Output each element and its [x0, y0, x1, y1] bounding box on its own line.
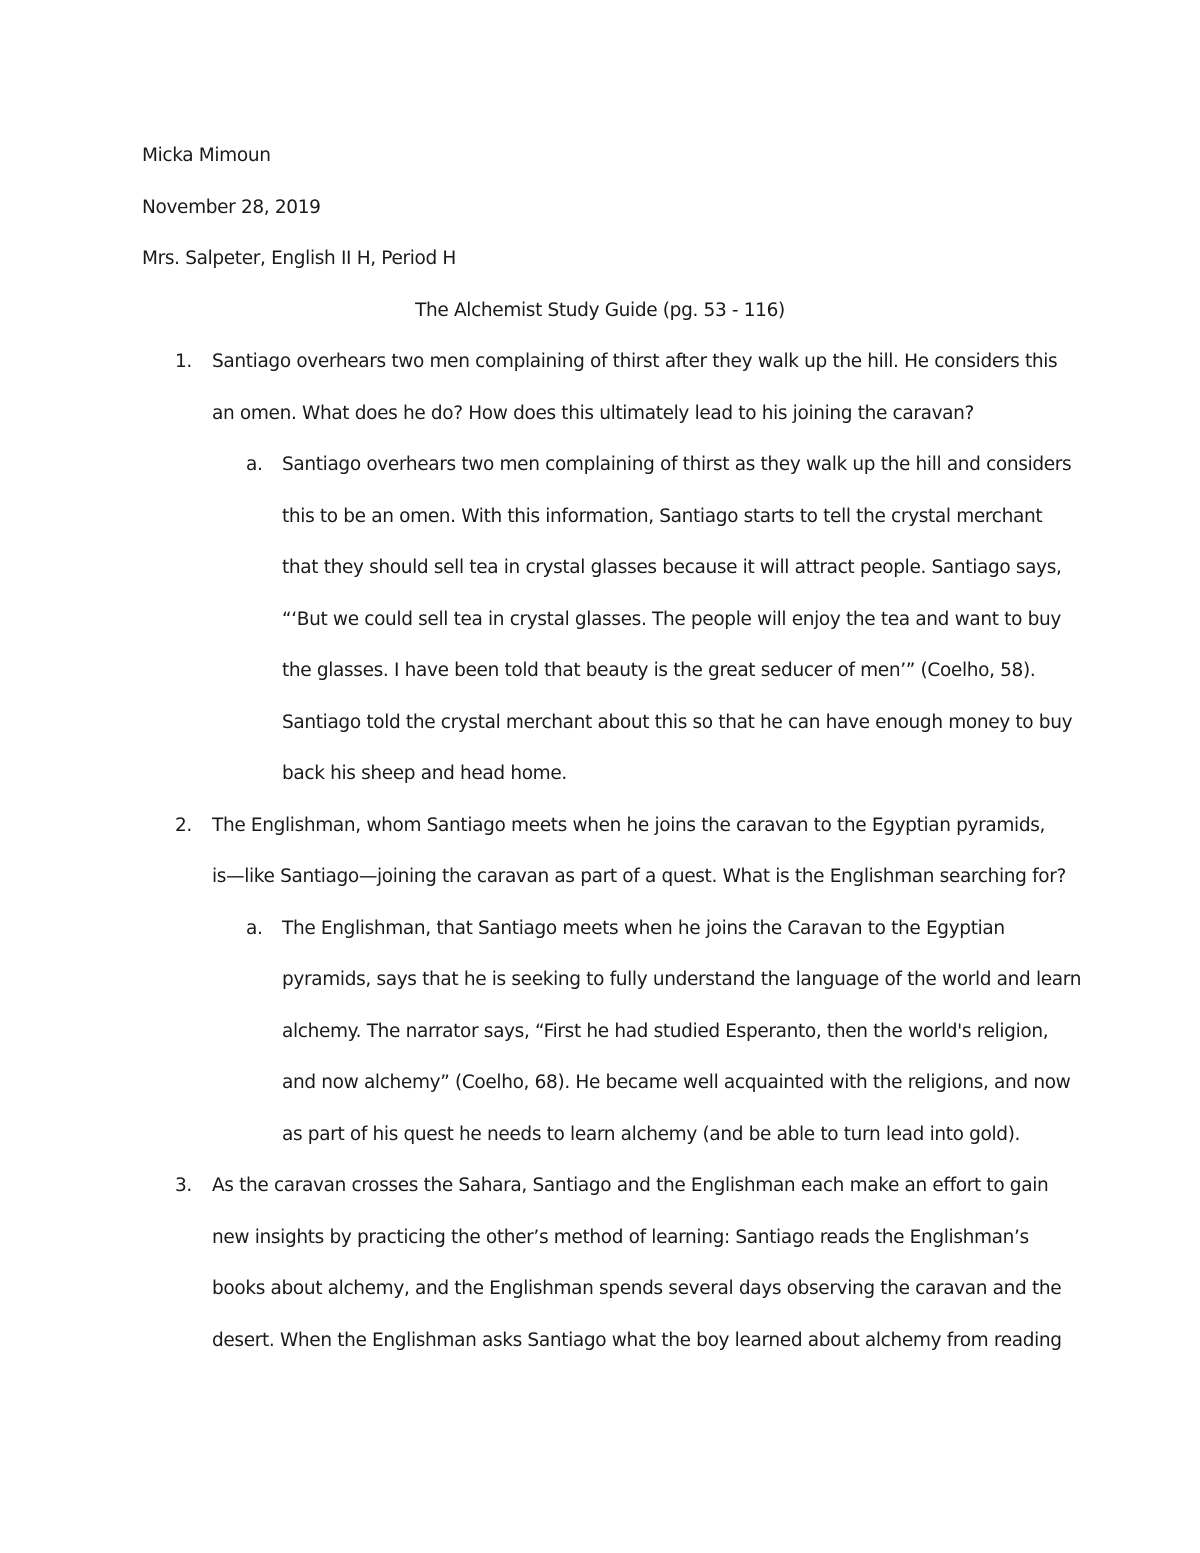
answer-line: “‘But we could sell tea in crystal glasses. The people will enjoy the tea and want to buy — [282, 609, 1061, 630]
question-line: desert. When the Englishman asks Santiago what the boy learned about alchemy from reading — [212, 1330, 1062, 1351]
answer-line: that they should sell tea in crystal glasses because it will attract people. Santiago says, — [282, 557, 1062, 578]
answer-line: this to be an omen. With this information, Santiago starts to tell the crystal merchant — [282, 506, 1043, 527]
answer-line: The Englishman, that Santiago meets when he joins the Caravan to the Egyptian — [282, 918, 1005, 939]
question-line: an omen. What does he do? How does this ultimately lead to his joining the caravan? — [212, 403, 975, 424]
student-name: Micka Mimoun — [142, 145, 271, 166]
answer-line: the glasses. I have been told that beauty is the great seducer of men’” (Coelho, 58). — [282, 660, 1036, 681]
answer-line: alchemy. The narrator says, “First he had studied Esperanto, then the world's religion, — [282, 1021, 1049, 1042]
question-number: 1. — [175, 351, 192, 372]
question-number: 2. — [175, 815, 192, 836]
question-line: Santiago overhears two men complaining of thirst after they walk up the hill. He considers this — [212, 351, 1058, 372]
answer-line: and now alchemy” (Coelho, 68). He became well acquainted with the religions, and now — [282, 1072, 1071, 1093]
answer-letter: a. — [246, 454, 263, 475]
answer-line: Santiago told the crystal merchant about this so that he can have enough money to buy — [282, 712, 1073, 733]
answer-line: back his sheep and head home. — [282, 763, 567, 784]
document-title: The Alchemist Study Guide (pg. 53 - 116) — [415, 300, 785, 321]
document-date: November 28, 2019 — [142, 197, 321, 218]
answer-line: pyramids, says that he is seeking to fully understand the language of the world and learn — [282, 969, 1082, 990]
answer-line: as part of his quest he needs to learn alchemy (and be able to turn lead into gold). — [282, 1124, 1021, 1145]
question-line: is—like Santiago—joining the caravan as part of a quest. What is the Englishman searching for? — [212, 866, 1066, 887]
answer-line: Santiago overhears two men complaining of thirst as they walk up the hill and considers — [282, 454, 1072, 475]
answer-letter: a. — [246, 918, 263, 939]
question-number: 3. — [175, 1175, 192, 1196]
question-line: books about alchemy, and the Englishman spends several days observing the caravan and the — [212, 1278, 1062, 1299]
question-line: new insights by practicing the other’s method of learning: Santiago reads the Englishman’s — [212, 1227, 1029, 1248]
question-line: As the caravan crosses the Sahara, Santiago and the Englishman each make an effort to gain — [212, 1175, 1049, 1196]
course-info: Mrs. Salpeter, English II H, Period H — [142, 248, 456, 269]
question-line: The Englishman, whom Santiago meets when he joins the caravan to the Egyptian pyramids, — [212, 815, 1046, 836]
